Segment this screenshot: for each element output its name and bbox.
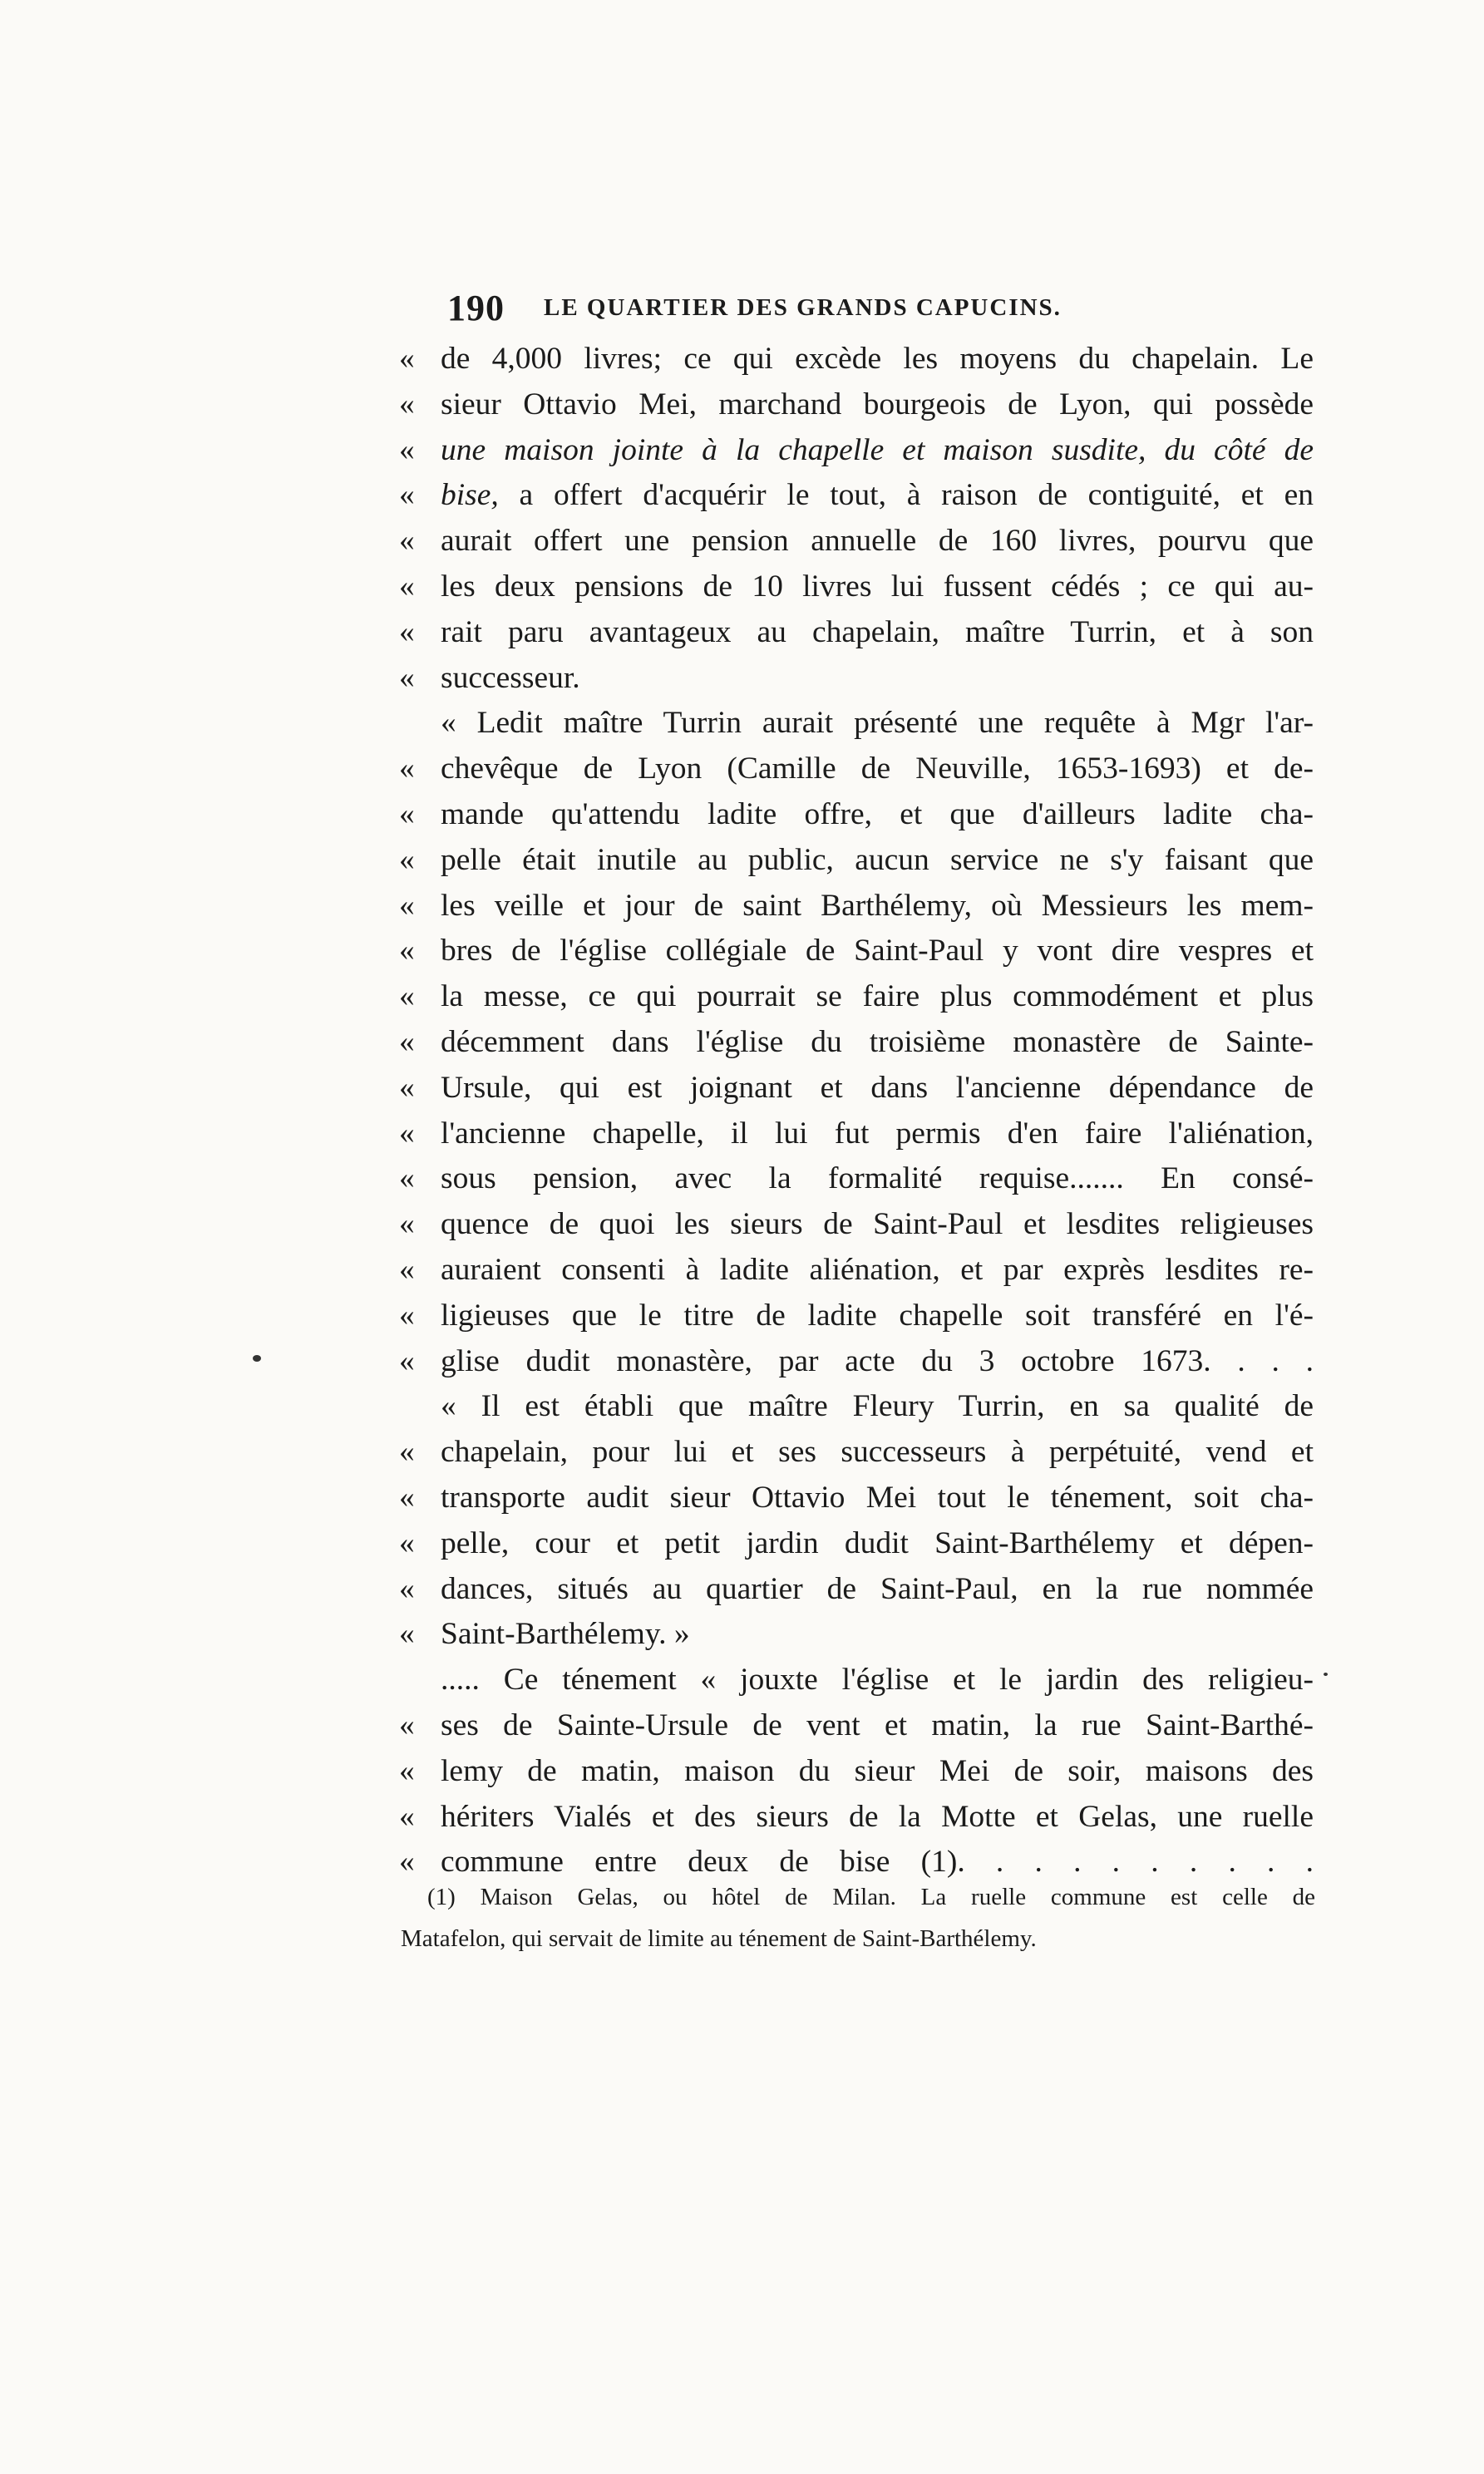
quote-mark: « xyxy=(399,1708,415,1742)
quote-mark: « xyxy=(399,1753,415,1788)
page-header xyxy=(447,287,1304,337)
line-text: une maison jointe à la chapelle et maison susdite, du côté de xyxy=(441,432,1314,467)
line-text: lemy de matin, maison du sieur Mei de soir, maisons des xyxy=(441,1753,1314,1788)
line-text: les veille et jour de saint Barthélemy, où Messieurs les mem- xyxy=(441,888,1314,923)
text-line xyxy=(399,1430,1314,1476)
line-text: « Ledit maître Turrin aurait présenté une requête à Mgr l'ar- xyxy=(441,706,1314,741)
text-line xyxy=(399,1111,1314,1157)
line-text: ..... Ce ténement « jouxte l'église et le jardin des religieu- xyxy=(441,1663,1314,1698)
print-speck xyxy=(253,1355,261,1362)
line-text: aurait offert une pension annuelle de 160 livres, pourvu que xyxy=(441,524,1314,559)
text-line xyxy=(399,1658,1314,1703)
line-text: « Il est établi que maître Fleury Turrin, en sa qualité de xyxy=(441,1389,1314,1424)
quote-mark: « xyxy=(399,614,415,649)
line-text-rest: a offert d'acquérir le tout, à raison de contiguité, et en xyxy=(498,478,1314,513)
text-line xyxy=(399,1384,1314,1430)
line-text: ses de Sainte-Ursule de vent et matin, la rue Saint-Barthé- xyxy=(441,1708,1314,1742)
quote-mark: « xyxy=(399,1617,415,1652)
text-line xyxy=(399,428,1314,474)
text-line xyxy=(399,1020,1314,1066)
line-text: les deux pensions de 10 livres lui fussent cédés ; ce qui au- xyxy=(441,569,1314,604)
line-text: chevêque de Lyon (Camille de Neuville, 1653-1693) et de- xyxy=(441,752,1314,786)
quote-mark: « xyxy=(399,752,415,786)
quote-mark: « xyxy=(399,1799,415,1834)
quote-mark: « xyxy=(399,524,415,559)
quote-mark: « xyxy=(399,842,415,877)
line-text: dances, situés au quartier de Saint-Paul, en la rue nommée xyxy=(441,1571,1314,1606)
text-line xyxy=(399,1202,1314,1248)
footnotes xyxy=(401,1876,1315,1959)
quote-mark: « xyxy=(399,1525,415,1560)
quote-mark: « xyxy=(399,1161,415,1196)
text-line xyxy=(399,564,1314,610)
line-text: commune entre deux de bise (1). . . . . . . . . . xyxy=(441,1845,1314,1880)
line-text: transporte audit sieur Ottavio Mei tout le ténement, soit cha- xyxy=(441,1480,1314,1515)
line-text: Saint-Barthélemy. » xyxy=(441,1617,690,1652)
quote-mark: « xyxy=(399,569,415,604)
text-line xyxy=(399,337,1314,382)
line-text: glise dudit monastère, par acte du 3 octobre 1673. . . . xyxy=(441,1343,1314,1378)
line-text: pelle était inutile au public, aucun service ne s'y faisant que xyxy=(441,842,1314,877)
footnote-line xyxy=(401,1876,1315,1918)
line-text: Ursule, qui est joignant et dans l'ancienne dépendance de xyxy=(441,1070,1314,1105)
quote-mark: « xyxy=(399,1207,415,1242)
text-line xyxy=(399,1795,1314,1841)
quote-mark: « xyxy=(399,1845,415,1880)
quote-mark: « xyxy=(399,979,415,1014)
quote-mark: « xyxy=(399,888,415,923)
quote-mark: « xyxy=(399,432,415,467)
text-line xyxy=(399,1521,1314,1567)
footnote-1-text: (1) Maison Gelas, ou hôtel de Milan. La ruelle commune est celle de xyxy=(427,1884,1315,1910)
quote-mark: « xyxy=(399,1070,415,1105)
text-line xyxy=(399,382,1314,428)
text-line xyxy=(399,792,1314,838)
text-line xyxy=(399,1749,1314,1795)
text-line xyxy=(399,1294,1314,1339)
line-text: auraient consenti à ladite aliénation, et par exprès lesdites re- xyxy=(441,1252,1314,1287)
line-text: de 4,000 livres; ce qui excède les moyens du chapelain. Le xyxy=(441,342,1314,376)
text-line xyxy=(399,610,1314,656)
text-line xyxy=(399,519,1314,564)
line-text: successeur. xyxy=(441,660,580,695)
quote-mark: « xyxy=(399,1435,415,1470)
quote-mark: « xyxy=(399,1343,415,1378)
line-text: hériters Vialés et des sieurs de la Motte et Gelas, une ruelle xyxy=(441,1799,1314,1834)
text-line xyxy=(399,838,1314,884)
line-text xyxy=(441,473,1314,519)
quote-mark: « xyxy=(399,1116,415,1151)
text-line xyxy=(399,1339,1314,1385)
quote-mark: « xyxy=(399,387,415,421)
quote-mark: « xyxy=(399,660,415,695)
line-text: pelle, cour et petit jardin dudit Saint-Barthélemy et dépen- xyxy=(441,1525,1314,1560)
line-text: chapelain, pour lui et ses successeurs à perpétuité, vend et xyxy=(441,1435,1314,1470)
italic-word: bise, xyxy=(441,478,499,513)
text-line xyxy=(399,1612,1314,1658)
line-text: bres de l'église collégiale de Saint-Paul y vont dire vespres et xyxy=(441,934,1314,968)
print-speck xyxy=(1324,1673,1328,1676)
footnote-line xyxy=(401,1918,1315,1959)
line-text: ligieuses que le titre de ladite chapelle soit transféré en l'é- xyxy=(441,1298,1314,1333)
line-text: l'ancienne chapelle, il lui fut permis d'en faire l'aliénation, xyxy=(441,1116,1314,1151)
text-line xyxy=(399,1066,1314,1111)
quote-mark: « xyxy=(399,1298,415,1333)
line-text: la messe, ce qui pourrait se faire plus commodément et plus xyxy=(441,979,1314,1014)
text-line xyxy=(399,701,1314,747)
text-line xyxy=(399,974,1314,1020)
quote-mark: « xyxy=(399,1571,415,1606)
text-line xyxy=(399,1567,1314,1613)
text-line xyxy=(399,1476,1314,1521)
line-text: sieur Ottavio Mei, marchand bourgeois de Lyon, qui possède xyxy=(441,387,1314,421)
text-line xyxy=(399,929,1314,974)
page-number: 190 xyxy=(447,288,505,328)
text-line xyxy=(399,473,1314,519)
line-text: quence de quoi les sieurs de Saint-Paul et lesdites religieuses xyxy=(441,1207,1314,1242)
quote-mark: « xyxy=(399,796,415,831)
text-line xyxy=(399,656,1314,702)
text-line xyxy=(399,1248,1314,1294)
quote-mark: « xyxy=(399,478,415,513)
line-text: mande qu'attendu ladite offre, et que d'ailleurs ladite cha- xyxy=(441,796,1314,831)
text-line xyxy=(399,1703,1314,1749)
footnote-1-continuation: Matafelon, qui servait de limite au ténement de Saint-Barthélemy. xyxy=(401,1925,1037,1952)
quote-mark: « xyxy=(399,1252,415,1287)
text-line xyxy=(399,747,1314,792)
text-line xyxy=(399,884,1314,929)
line-text: rait paru avantageux au chapelain, maître Turrin, et à son xyxy=(441,614,1314,649)
quote-mark: « xyxy=(399,934,415,968)
text-line xyxy=(399,1156,1314,1202)
quote-mark: « xyxy=(399,1480,415,1515)
quote-mark: « xyxy=(399,1024,415,1059)
quote-mark: « xyxy=(399,342,415,376)
line-text: sous pension, avec la formalité requise....... En consé- xyxy=(441,1161,1314,1196)
line-text: décemment dans l'église du troisième monastère de Sainte- xyxy=(441,1024,1314,1059)
main-text xyxy=(399,337,1314,1885)
running-title: LE QUARTIER DES GRANDS CAPUCINS. xyxy=(544,294,1062,321)
